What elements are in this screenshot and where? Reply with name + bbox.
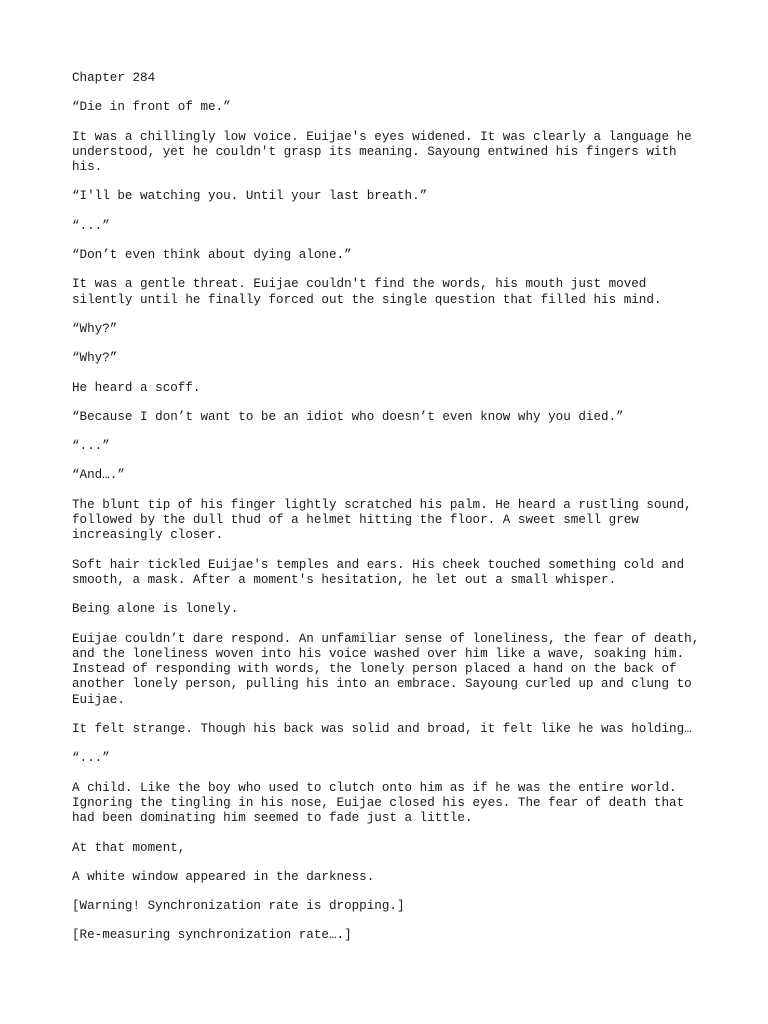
paragraph-9: He heard a scoff. <box>72 380 201 395</box>
paragraph-6: It was a gentle threat. Euijae couldn't find the words, his mouth just moved silently until he finally forced out the single question that filled his mind. <box>72 277 662 307</box>
paragraph-3: “I'll be watching you. Until your last breath.” <box>72 189 428 204</box>
paragraph-7: “Why?” <box>72 321 118 336</box>
paragraph-16: Euijae couldn’t dare respond. An unfamiliar sense of loneliness, the fear of death, and the loneliness woven into his voice washed over him like a wave, soaking him. Instead of responding with words, the lonely person placed a hand on the back of another lonely person, pulling his into an embrace. Sayoung curled up and clung to Euijae. <box>72 631 707 707</box>
system-message-remeasuring: [Re-measuring synchronization rate….] <box>72 928 352 943</box>
paragraph-20: At that moment, <box>72 840 186 855</box>
paragraph-11: “...” <box>72 439 110 454</box>
paragraph-15: Being alone is lonely. <box>72 602 239 617</box>
paragraph-14: Soft hair tickled Euijae's temples and ears. His cheek touched something cold and smooth, a mask. After a moment's hesitation, he let out a small whisper. <box>72 557 692 587</box>
paragraph-10: “Because I don’t want to be an idiot who doesn’t even know why you died.” <box>72 409 624 424</box>
paragraph-17: It felt strange. Though his back was solid and broad, it felt like he was holding… <box>72 722 692 737</box>
paragraph-5: “Don’t even think about dying alone.” <box>72 248 352 263</box>
paragraph-8: “Why?” <box>72 351 118 366</box>
paragraph-4: “...” <box>72 218 110 233</box>
system-message-warning: [Warning! Synchronization rate is dropping.] <box>72 899 405 914</box>
paragraph-12: “And….” <box>72 468 125 483</box>
paragraph-13: The blunt tip of his finger lightly scratched his palm. He heard a rustling sound, followed by the dull thud of a helmet hitting the floor. A sweet smell grew increasingly closer. <box>72 497 700 543</box>
paragraph-19: A child. Like the boy who used to clutch onto him as if he was the entire world. Ignoring the tingling in his nose, Euijae closed his eyes. The fear of death that had been dominating him seemed to fade just a little. <box>72 780 692 826</box>
paragraph-18: “...” <box>72 751 110 766</box>
chapter-heading: Chapter 284 <box>72 71 156 85</box>
document-body <box>72 71 707 958</box>
paragraph-2: It was a chillingly low voice. Euijae's eyes widened. It was clearly a language he understood, yet he couldn't grasp its meaning. Sayoung entwined his fingers with his. <box>72 129 700 175</box>
paragraph-1: “Die in front of me.” <box>72 100 231 115</box>
paragraph-21: A white window appeared in the darkness. <box>72 869 375 884</box>
